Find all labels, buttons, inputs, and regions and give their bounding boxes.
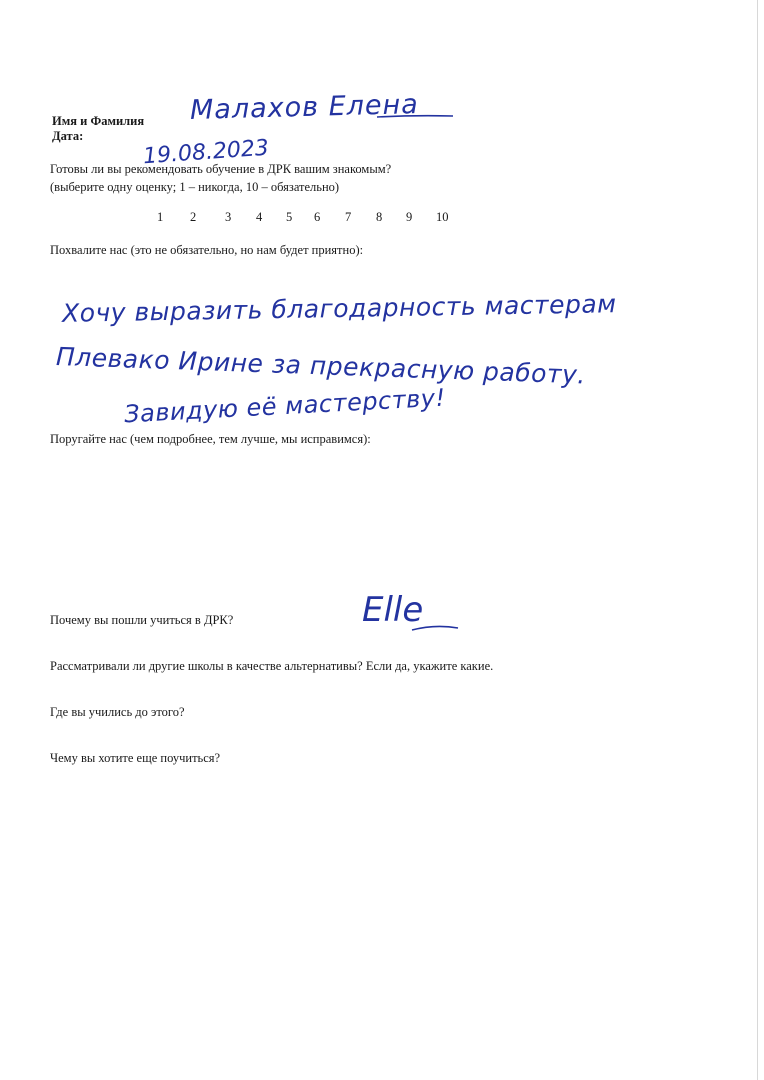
alternatives-question: Рассматривали ли другие школы в качестве альтернативы? Если да, укажите какие. <box>50 659 494 673</box>
rating-option: 7 <box>345 210 352 224</box>
handwritten-praise-line-3: Завидую её мастерству! <box>123 383 447 429</box>
previous-study-question: Где вы учились до этого? <box>50 705 185 719</box>
rating-option: 6 <box>314 210 321 224</box>
handwritten-praise-line-2: Плевако Ирине за прекрасную работу. <box>55 342 587 390</box>
handwritten-signature: Elle <box>362 590 424 630</box>
name-underline-stroke <box>375 112 455 122</box>
date-label: Дата: <box>52 129 84 143</box>
recommend-hint: (выберите одну оценку; 1 – никогда, 10 – обязательно) <box>50 180 340 194</box>
rating-option: 5 <box>286 210 293 224</box>
signature-tail-stroke <box>410 622 460 636</box>
scan-edge-line <box>757 0 758 1080</box>
rating-option: 1 <box>157 210 164 224</box>
learn-more-question: Чему вы хотите еще поучиться? <box>50 751 221 765</box>
criticism-question: Поругайте нас (чем подробнее, тем лучше, мы исправимся): <box>50 432 371 446</box>
name-label: Имя и Фамилия <box>52 114 145 128</box>
handwritten-date: 19.08.2023 <box>142 135 270 170</box>
rating-option: 9 <box>406 210 413 224</box>
recommend-question: Готовы ли вы рекомендовать обучение в ДРК вашим знакомым? <box>50 162 392 176</box>
rating-option: 2 <box>190 210 197 224</box>
handwritten-name: Малахов Елена <box>189 89 420 126</box>
rating-option: 3 <box>225 210 232 224</box>
rating-option: 10 <box>436 210 449 224</box>
rating-option: 8 <box>376 210 383 224</box>
handwritten-praise-line-1: Хочу выразить благодарность мастерам <box>61 289 617 328</box>
rating-option: 4 <box>256 210 263 224</box>
why-question: Почему вы пошли учиться в ДРК? <box>50 613 234 627</box>
praise-question: Похвалите нас (это не обязательно, но нам будет приятно): <box>50 243 364 257</box>
